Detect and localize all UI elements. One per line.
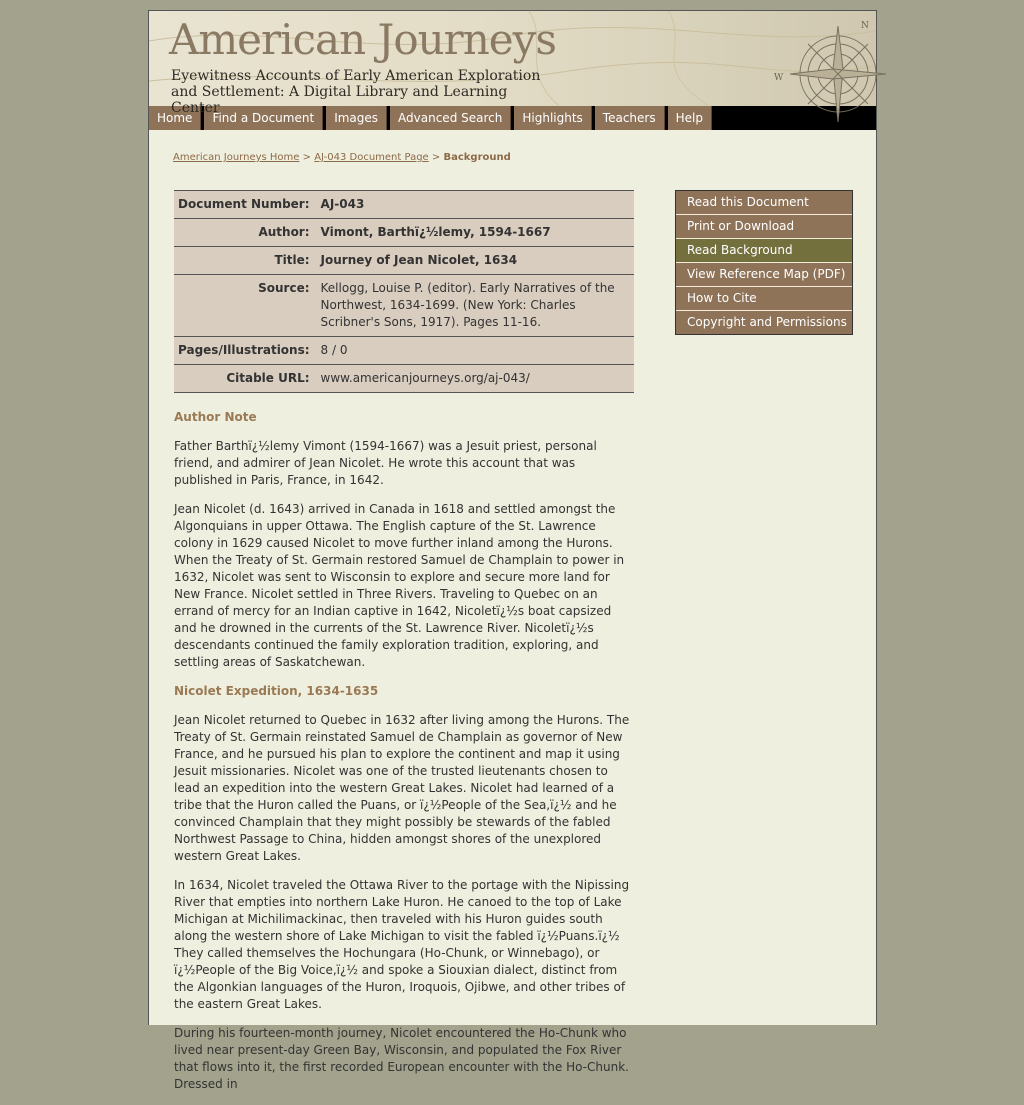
author-note-heading: Author Note bbox=[174, 410, 257, 424]
nav-images[interactable]: Images bbox=[326, 106, 387, 130]
breadcrumb-separator: > bbox=[302, 152, 312, 163]
document-sidebar-menu bbox=[675, 190, 853, 335]
meta-value: www.americanjourneys.org/aj-043/ bbox=[316, 365, 634, 393]
meta-label: Author: bbox=[174, 219, 316, 247]
breadcrumb-current: Background bbox=[443, 152, 511, 163]
meta-label: Source: bbox=[174, 275, 316, 337]
sidebar-print-download[interactable]: Print or Download bbox=[676, 215, 852, 239]
meta-value: 8 / 0 bbox=[316, 337, 634, 365]
paragraph: In 1634, Nicolet traveled the Ottawa River to the portage with the Nipissing River that empties into northern Lake Huron. He canoed to the top of Lake Michigan at Michilimackinac, then traveled with his Huron guides south along the western shore of Lake Michigan to visit the fabled ï¿½Puans.ï¿½ They called themselves the Hochungara (Ho-Chunk, or Winnebago), or ï¿½People of the Big Voice,ï¿½ and spoke a Siouxian dialect, distinct from the Algonkian languages of the Huron, Iroquois, Ojibwe, and other tribes of the eastern Great Lakes. bbox=[174, 878, 630, 1011]
sidebar-read-document[interactable]: Read this Document bbox=[676, 191, 852, 215]
page-container bbox=[148, 10, 877, 1091]
sidebar-copyright[interactable]: Copyright and Permissions bbox=[676, 311, 852, 334]
nav-find-document[interactable]: Find a Document bbox=[204, 106, 323, 130]
background-content bbox=[174, 409, 636, 1105]
meta-row-document-number bbox=[174, 191, 634, 219]
meta-row-source bbox=[174, 275, 634, 337]
nav-home[interactable]: Home bbox=[149, 106, 201, 130]
paragraph: During his fourteen-month journey, Nicolet encountered the Ho-Chunk who lived near present-day Green Bay, Wisconsin, and populated the Fox River that flows into it, the first recorded European encounter with the Ho-Chunk. Dressed in bbox=[174, 1026, 629, 1091]
meta-label: Title: bbox=[174, 247, 316, 275]
compass-rose-icon bbox=[766, 16, 876, 106]
sidebar-read-background[interactable]: Read Background bbox=[676, 239, 852, 263]
breadcrumb-separator: > bbox=[431, 152, 441, 163]
meta-row-title bbox=[174, 247, 634, 275]
svg-text:N: N bbox=[861, 21, 869, 31]
sidebar-reference-map[interactable]: View Reference Map (PDF) bbox=[676, 263, 852, 287]
breadcrumb-home-link[interactable]: American Journeys Home bbox=[173, 152, 300, 163]
meta-label: Document Number: bbox=[174, 191, 316, 219]
nav-help[interactable]: Help bbox=[668, 106, 712, 130]
meta-row-pages bbox=[174, 337, 634, 365]
svg-text:W: W bbox=[774, 73, 784, 83]
paragraph: Jean Nicolet returned to Quebec in 1632 after living among the Hurons. The Treaty of St. Germain reinstated Samuel de Champlain as governor of New France, and he pursued his plan to explore the continent and map it using Jesuit missionaries. Nicolet was one of the trusted lieutenants chosen to lead an expedition into the western Great Lakes. Nicolet had learned of a tribe that the Huron called the Puans, or ï¿½People of the Sea,ï¿½ and he convinced Champlain that they might possibly be stewards of the fabled Northwest Passage to China, hidden amongst shores of the unexplored western Great Lakes. bbox=[174, 713, 630, 863]
site-subtitle: Eyewitness Accounts of Early American Exploration and Settlement: A Digital Library and Learning Center bbox=[171, 68, 541, 116]
nav-teachers[interactable]: Teachers bbox=[595, 106, 665, 130]
meta-value: Journey of Jean Nicolet, 1634 bbox=[316, 247, 634, 275]
meta-value: Kellogg, Louise P. (editor). Early Narratives of the Northwest, 1634-1699. (New York: Charles Scribner's Sons, 1917). Pages 11-16. bbox=[316, 275, 634, 337]
expedition-heading: Nicolet Expedition, 1634-1635 bbox=[174, 684, 379, 698]
meta-value: Vimont, Barthï¿½lemy, 1594-1667 bbox=[316, 219, 634, 247]
meta-value: AJ-043 bbox=[316, 191, 634, 219]
site-title[interactable]: American Journeys bbox=[169, 15, 556, 64]
nav-highlights[interactable]: Highlights bbox=[514, 106, 591, 130]
breadcrumb bbox=[173, 152, 511, 163]
paragraph: Father Barthï¿½lemy Vimont (1594-1667) was a Jesuit priest, personal friend, and admirer of Jean Nicolet. He wrote this account that was published in Paris, France, in 1642. bbox=[174, 439, 597, 487]
document-metadata-table bbox=[174, 190, 634, 393]
meta-row-author bbox=[174, 219, 634, 247]
sidebar-how-to-cite[interactable]: How to Cite bbox=[676, 287, 852, 311]
breadcrumb-document-link[interactable]: AJ-043 Document Page bbox=[314, 152, 429, 163]
nav-advanced-search[interactable]: Advanced Search bbox=[390, 106, 511, 130]
meta-label: Citable URL: bbox=[174, 365, 316, 393]
meta-row-citable-url bbox=[174, 365, 634, 393]
meta-label: Pages/Illustrations: bbox=[174, 337, 316, 365]
paragraph: Jean Nicolet (d. 1643) arrived in Canada in 1618 and settled amongst the Algonquians in upper Ottawa. The English capture of the St. Lawrence colony in 1629 caused Nicolet to move further inland among the Hurons. When the Treaty of St. Germain restored Samuel de Champlain to power in 1632, Nicolet was sent to Wisconsin to explore and secure more land for New France. Nicolet settled in Three Rivers. Traveling to Quebec on an errand of mercy for an Indian captive in 1642, Nicoletï¿½s boat capsized and he drowned in the currents of the St. Lawrence River. Nicoletï¿½s descendants continued the family exploration tradition, exploring, and settling areas of Saskatchewan. bbox=[174, 502, 625, 669]
site-banner bbox=[149, 11, 876, 116]
